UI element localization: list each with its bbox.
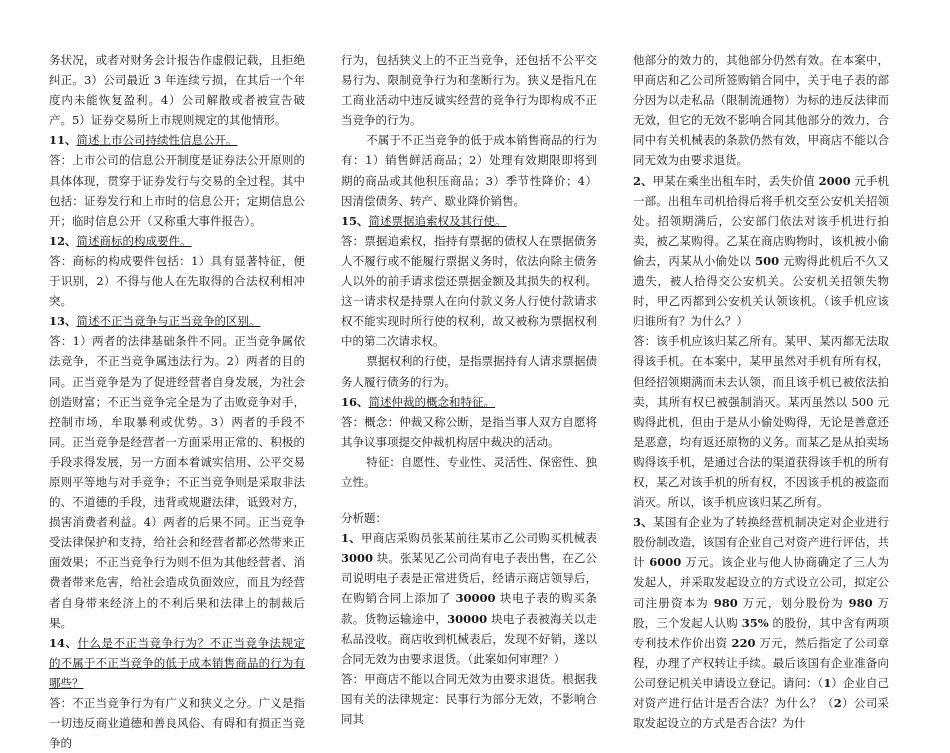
text-column-right xyxy=(633,50,889,733)
question-text: 什么是不正当竞争行为？不正当竞争法规定的不属于不正当竞争的低于成本销售商品的行为有哪些？ xyxy=(49,635,305,690)
number-run: 2000 xyxy=(818,173,851,188)
question-number: 15、 xyxy=(341,213,369,228)
question-text: 简述上市公司持续性信息公开。 xyxy=(76,133,238,148)
text-run: 的股份，其中含有两项专利技术作价出资 xyxy=(633,615,889,650)
text-run: 万元，划分股份为 xyxy=(737,595,849,610)
spacer xyxy=(341,492,597,508)
number-run: 500 xyxy=(755,253,780,268)
text-run: ）企业自己对资产进行估计是否合法？为什么？（ xyxy=(633,675,890,710)
number-run: 30000 xyxy=(447,611,488,626)
text-run: 块电子表被海关以走私品没收。商店收到机械表后，发现不好销，遂以合同无效为由要求退货。（此案如何审理？） xyxy=(341,611,598,666)
case-paragraph-2 xyxy=(633,171,889,332)
answer-paragraph: 答：票据追索权，指持有票据的债权人在票据债务人不履行或不能履行票据义务时，依法向除主债务人以外的前手请求偿还票据金额及其损失的权利。这一请求权是持票人在向付款义务人行使付款请求权不能实现时所行使的权利，故又被称为票据权利中的第二次请求权。 xyxy=(341,233,597,349)
text-run: 块。张某见乙公司尚有电子表出售，在乙公司说明电子表是正常进货后，经请示商店领导后，在购销合同上添加了 xyxy=(341,551,597,606)
number-run: 2 xyxy=(833,696,842,710)
text-run: 块电子表的购买条款。货物运输途中， xyxy=(341,591,598,626)
question-number: 11、 xyxy=(49,133,77,148)
number-run: 220 xyxy=(731,635,756,650)
paragraph: 票据权利的行使，是指票据持有人请求票据债务人履行债务的行为。 xyxy=(341,354,597,389)
text-run: ）公司采取发起设立的方式是否合法？为什 xyxy=(633,696,890,731)
question-number: 16、 xyxy=(341,394,369,409)
text-run: 甲某在乘坐出租车时，丢失价值 xyxy=(652,173,819,188)
question-number: 12、 xyxy=(49,233,77,248)
answer-paragraph: 答：1）两者的法律基础条件不同。正当竞争属依法竞争，不正当竞争属违法行为。2）两者的目的同。正当竞争是为了促进经营者自身发展，为社会创造财富；不正当竞争完全是为了击败竞争对手，控制市场，牟取暴利或优势。3）两者的手段不同。正当竞争是经营者一方面采用正常的、积极的手段求得发展，另一方面本着诚实信用、公平交易原则平等地与对手竞争；不正当竞争则是采取非法的、不道德的手段，违背或规避法律，诋毁对方，损害消费者利益。4）两者的后果不同。正当竞争受法律保护和支持，给社会和经营者都必然带来正面效果；不正当竞争行为则不但为其他经营者、消费者带来危害，给社会造成负面效应，而且为经营者自身带来经济上的不利后果和法律上的制裁后果。 xyxy=(49,334,305,630)
answer-paragraph: 答：该手机应该归某乙所有。某甲、某丙都无法取得该手机。在本案中，某甲虽然对手机有所有权，但经招领期满而未去认领，而且该手机已被依法拍卖，其所有权已被强制消灭。某丙虽然以 500 元购得此机，但由于是从小偷处购得，无论是善意还是恶意，均有返还原物的义务。而某乙是从拍卖场购得该手机，是通过合法的渠道获得该手机的所有权，某乙对该手机的所有权，不因该手机的被盗而消灭。所以，该手机应该归某乙所有。 xyxy=(633,334,889,510)
number-run: 980 xyxy=(848,595,873,610)
question-number: 13、 xyxy=(49,314,77,329)
number-run: 980 xyxy=(713,595,738,610)
answer-paragraph: 答：甲商店不能以合同无效为由要求退货。根据我国有关的法律规定：民事行为部分无效，不影响合同其 xyxy=(341,671,597,726)
text-run: 甲商店采购员张某前往某市乙公司购买机械表 xyxy=(361,531,597,546)
question-heading-11 xyxy=(49,130,305,150)
number-run: 35% xyxy=(741,615,769,630)
paragraph: 特征：自愿性、专业性、灵活性、保密性、独立性。 xyxy=(341,454,597,489)
question-heading-13 xyxy=(49,311,305,331)
case-number: 2、 xyxy=(633,173,653,188)
answer-paragraph: 答：上市公司的信息公开制度是证券法公开原则的具体体现，贯穿于证券发行与交易的全过程。其中包括：证券发行和上市时的信息公开；定期信息公开；临时信息公开（又称重大事件报告）。 xyxy=(49,153,305,228)
text-run: 万股，三个发起人认购 xyxy=(633,595,890,630)
question-heading-15 xyxy=(341,211,597,231)
text-run: 万元，然后指定了公司章程，办理了产权转让手续。最后该国有企业准备向公司登记机关申请设立登记。请问：（ xyxy=(633,635,890,690)
case-number: 3、 xyxy=(633,515,654,530)
number-run: 1 xyxy=(823,675,832,690)
question-text: 简述商标的构成要件。 xyxy=(76,233,192,248)
question-text: 简述票据追索权及其行使。 xyxy=(368,213,507,228)
question-text: 简述仲裁的概念和特征。 xyxy=(368,394,496,409)
number-run: 3000 xyxy=(341,551,374,566)
text-run: 元购得此机后不久又遗失，被人拾得交公安机关。公安机关招领失物时，甲乙丙都到公安机关认领该机。（该手机应该归谁所有？为什么？） xyxy=(633,253,890,329)
case-paragraph-3 xyxy=(633,512,889,733)
paragraph: 行为，包括狭义上的不正当竞争，还包括不公平交易行为、限制竞争行为和垄断行为。狭义是指凡在工商业活动中违反诚实经营的竞争行为即构成不正当竞争的行为。 xyxy=(341,53,597,128)
section-heading: 分析题： xyxy=(341,511,387,526)
paragraph: 他部分的效力的，其他部分仍然有效。在本案中，甲商店和乙公司所签购销合同中，关于电子表的部分因为以走私品（限制流通物）为标的违反法律而无效，但它的无效不影响合同其他部分的效力，合同中有关机械表的条款仍然有效，甲商店不能以合同无效为由要求退货。 xyxy=(633,53,889,168)
text-run: 万元。该企业与他人协商确定了三人为发起人，并采取发起设立的方式设立公司，拟定公司注册资本为 xyxy=(633,555,890,610)
text-column-left xyxy=(49,50,305,753)
answer-paragraph: 答：不正当竞争行为有广义和狭义之分。广义是指一切违反商业道德和善良风俗、有碍和有损正当竞争的 xyxy=(49,696,305,751)
case-number: 1、 xyxy=(341,531,362,546)
question-heading-16 xyxy=(341,392,597,412)
number-run: 30000 xyxy=(455,591,496,606)
text-run: 元手机一部。出租车司机拾得后将手机交至公安机关招领处。招领期满后，公安部门依法对该手机进行拍卖，被乙某购得。乙某在商店购物时，该机被小偷偷去，丙某从小偷处以 xyxy=(633,173,889,268)
case-paragraph-1 xyxy=(341,528,597,669)
question-text: 简述不正当竞争与正当竞争的区别。 xyxy=(76,314,261,329)
question-heading-12 xyxy=(49,231,305,251)
question-heading-14 xyxy=(49,633,305,693)
text-run: 某国有企业为了转换经营机制决定对企业进行股份制改造，该国有企业自己对资产进行评估，共计 xyxy=(633,515,889,570)
text-column-middle xyxy=(341,50,597,729)
paragraph: 不属于不正当竞争的低于成本销售商品的行为有：1）销售鲜活商品；2）处理有效期限即将到期的商品或其他积压商品；3）季节性降价；4）因清偿债务、转产、歇业降价销售。 xyxy=(341,133,597,208)
paragraph: 务状况，或者对财务会计报告作虚假记载，且拒绝纠正。3）公司最近 3 年连续亏损，在其后一个年度内未能恢复盈利。4）公司解散或者被宣告破产。5）证券交易所上市规则规定的其他情形。 xyxy=(49,53,305,128)
answer-paragraph: 答：概念：仲裁又称公断，是指当事人双方自愿将其争议事项提交仲裁机构居中裁决的活动。 xyxy=(341,414,597,449)
question-number: 14、 xyxy=(49,635,78,650)
number-run: 6000 xyxy=(649,555,682,570)
answer-paragraph: 答：商标的构成要件包括：1）具有显著特征，便于识别，2）不得与他人在先取得的合法权利相冲突。 xyxy=(49,253,305,309)
